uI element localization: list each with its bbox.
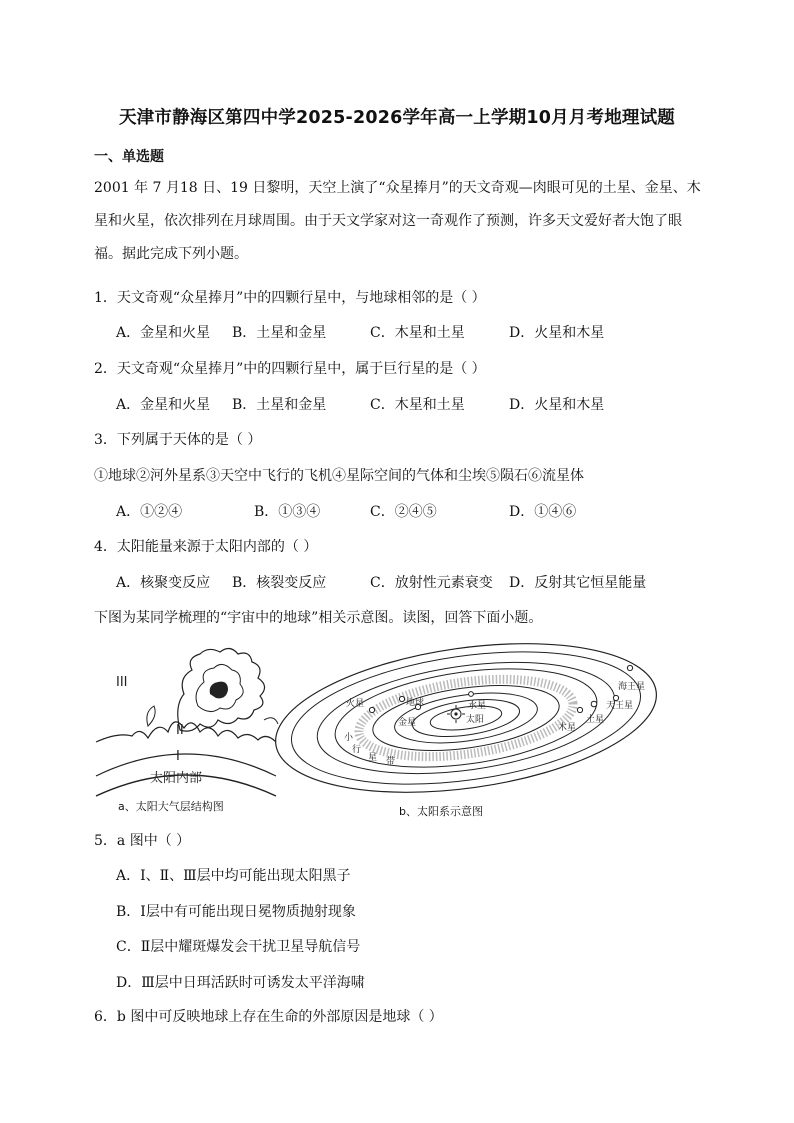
q2-option-c[interactable]: C．木星和土星 <box>370 397 465 413</box>
q5-option-a[interactable]: A．Ⅰ、Ⅱ、Ⅲ层中均可能出现太阳黑子 <box>116 868 351 884</box>
q3-option-d[interactable]: D．①④⑥ <box>509 504 577 520</box>
section-heading: 一、单选题 <box>94 149 164 165</box>
belt-label-2: 行 <box>352 745 362 755</box>
question-4-stem: 4．太阳能量来源于太阳内部的（ ） <box>94 539 318 555</box>
saturn-label: 土星 <box>586 715 605 725</box>
q4-option-a[interactable]: A．核聚变反应 <box>116 575 211 591</box>
q3-option-a[interactable]: A．①②④ <box>116 504 183 520</box>
jupiter-label: 木星 <box>558 723 577 733</box>
neptune-label: 海王星 <box>618 682 646 692</box>
venus-label: 金星 <box>398 718 417 728</box>
q4-option-b[interactable]: B．核裂变反应 <box>232 575 327 591</box>
figure-intro: 下图为某同学梳理的“宇宙中的地球”相关示意图。读图，回答下面小题。 <box>94 610 543 626</box>
belt-label-4: 带 <box>386 757 396 767</box>
question-1-stem: 1．天文奇观“众星捧月”中的四颗行星中，与地球相邻的是（ ） <box>94 290 486 306</box>
q5-option-c[interactable]: C．Ⅱ层中耀斑爆发会干扰卫星导航信号 <box>116 939 361 955</box>
uranus-label: 天王星 <box>606 701 634 711</box>
q5-option-b[interactable]: B．Ⅰ层中有可能出现日冕物质抛射现象 <box>116 904 356 920</box>
mars-label: 火星 <box>346 699 365 709</box>
mercury-label: 水星 <box>468 701 487 711</box>
q4-option-d[interactable]: D．反射其它恒星能量 <box>509 575 647 591</box>
layer-i-label: I <box>176 749 180 764</box>
question-5-stem: 5．a 图中（ ） <box>94 833 191 849</box>
question-2-stem: 2．天文奇观“众星捧月”中的四颗行星中，属于巨行星的是（ ） <box>94 361 486 377</box>
layer-iii-label: III <box>116 675 128 690</box>
sun-interior-label: 太阳内部 <box>150 771 203 786</box>
sun-label: 太阳 <box>466 715 485 725</box>
q5-option-d[interactable]: D．Ⅲ层中日珥活跃时可诱发太平洋海啸 <box>116 975 365 991</box>
layer-ii-label: II <box>176 723 184 738</box>
q2-option-d[interactable]: D．火星和木星 <box>509 397 605 413</box>
belt-label-1: 小 <box>344 733 354 743</box>
question-3-stem: 3．下列属于天体的是（ ） <box>94 432 262 448</box>
q2-option-b[interactable]: B．土星和金星 <box>232 397 327 413</box>
belt-label-3: 星 <box>368 753 378 763</box>
intro-paragraph: 2001 年 7 月18 日、19 日黎明，天空上演了“众星捧月”的天文奇观—肉眼可见的土星、金星、木星和火星，依次排列在月球周围。由于天文学家对这一奇观作了预测，许多天文爱好者大饱了眼福。据此完成下列小题。 <box>94 180 701 262</box>
q1-option-d[interactable]: D．火星和木星 <box>509 325 605 341</box>
q1-option-c[interactable]: C．木星和土星 <box>370 325 465 341</box>
q4-option-c[interactable]: C．放射性元素衰变 <box>370 575 493 591</box>
q1-option-a[interactable]: A．金星和火星 <box>116 325 211 341</box>
figure-a-caption: a、太阳大气层结构图 <box>118 800 224 813</box>
solar-atmosphere-diagram <box>96 648 278 796</box>
solar-system-diagram <box>266 636 666 814</box>
q1-option-b[interactable]: B．土星和金星 <box>232 325 327 341</box>
exam-title: 天津市静海区第四中学2025-2026学年高一上学期10月月考地理试题 <box>118 108 676 128</box>
question-3-items: ①地球②河外星系③天空中飞行的飞机④星际空间的气体和尘埃⑤陨石⑥流星体 <box>94 468 584 484</box>
earth-label: 地球 <box>406 698 425 708</box>
q3-option-c[interactable]: C．②④⑤ <box>370 504 437 520</box>
q3-option-b[interactable]: B．①③④ <box>254 504 321 520</box>
figure-b-caption: b、太阳系示意图 <box>399 805 483 818</box>
q2-option-a[interactable]: A．金星和火星 <box>116 397 211 413</box>
question-6-stem: 6．b 图中可反映地球上存在生命的外部原因是地球（ ） <box>94 1009 443 1025</box>
